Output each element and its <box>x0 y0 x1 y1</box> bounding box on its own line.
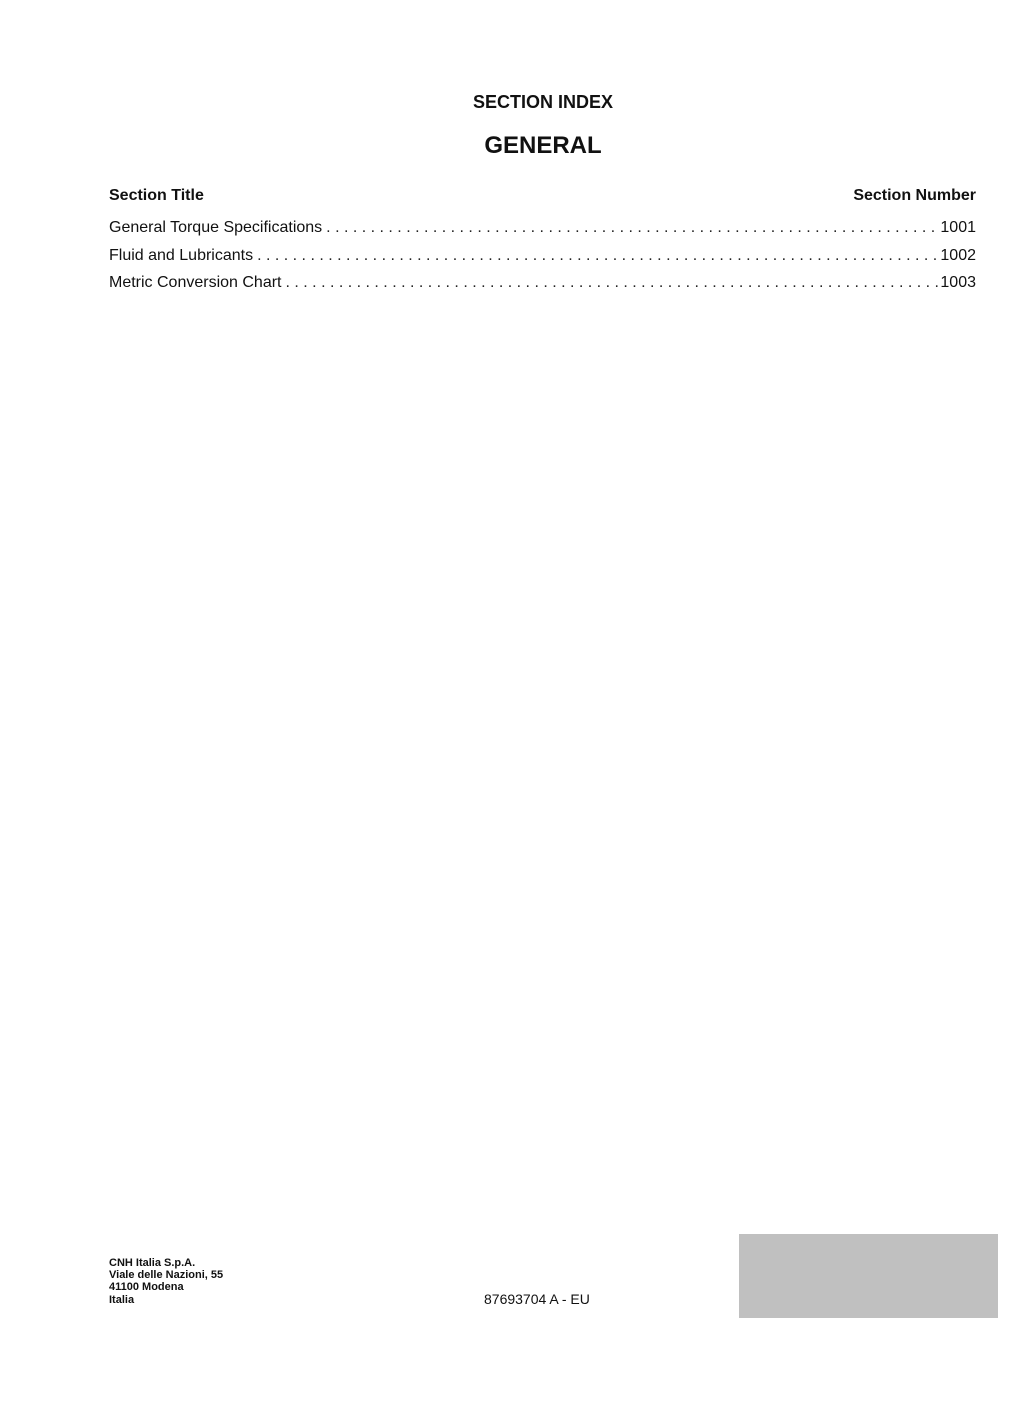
grey-label-box <box>739 1234 998 1318</box>
address-line: CNH Italia S.p.A. <box>109 1257 196 1269</box>
toc-entry-general-torque-specifications[interactable] <box>109 219 976 247</box>
publisher-address <box>109 1257 223 1306</box>
toc-entry-number: 1001 <box>940 219 976 236</box>
toc-entry-title: Metric Conversion Chart <box>109 274 282 291</box>
column-headers <box>109 187 976 205</box>
address-line: 41100 Modena <box>109 1281 184 1294</box>
dot-leader <box>257 247 939 265</box>
section-number-header: Section Number <box>853 187 976 204</box>
table-of-contents <box>109 219 976 302</box>
toc-entry-metric-conversion-chart[interactable] <box>109 274 976 302</box>
toc-entry-title: Fluid and Lubricants <box>109 246 254 264</box>
toc-entry-number: 1003 <box>940 274 976 291</box>
toc-entry-title: General Torque Specifications <box>109 219 323 236</box>
toc-entry-number: 1002 <box>940 246 976 264</box>
toc-entry-fluid-and-lubricants[interactable] <box>109 247 976 275</box>
address-line: Italia <box>109 1293 135 1306</box>
dot-leader <box>286 274 940 292</box>
section-index-heading: SECTION INDEX <box>472 92 614 112</box>
dot-leader <box>326 219 939 237</box>
document-code: 87693704 A - EU <box>484 1291 590 1307</box>
address-line: Viale delle Nazioni, 55 <box>109 1269 224 1282</box>
page-title: GENERAL <box>484 132 602 159</box>
section-title-header: Section Title <box>109 187 204 204</box>
